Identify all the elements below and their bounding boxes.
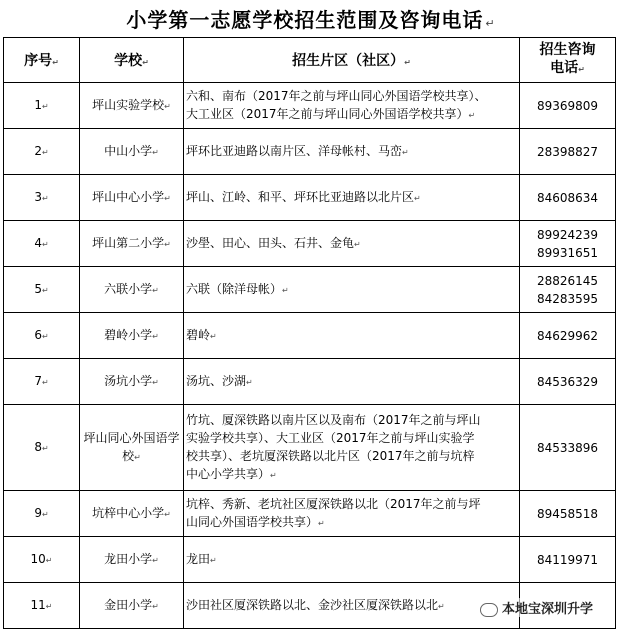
table-row (4, 359, 616, 405)
row-phone: 84629962 (520, 313, 616, 359)
table-row (4, 221, 616, 267)
row-area: 坪山、江岭、和平、坪环比亚迪路以北片区↵ (184, 175, 520, 221)
table-row (4, 491, 616, 537)
row-phone: 89458518 (520, 491, 616, 537)
table-row (4, 405, 616, 491)
row-school: 坪山第二小学↵ (80, 221, 184, 267)
row-school: 中山小学↵ (80, 129, 184, 175)
table-row (4, 537, 616, 583)
row-index: 2↵ (4, 129, 80, 175)
title-text: 小学第一志愿学校招生范围及咨询电话 (126, 8, 484, 32)
row-school: 坪山中心小学↵ (80, 175, 184, 221)
row-index: 6↵ (4, 313, 80, 359)
table-row (4, 267, 616, 313)
table-row (4, 313, 616, 359)
table-header-row (4, 38, 616, 83)
row-area: 沙壆、田心、田头、石井、金龟↵ (184, 221, 520, 267)
row-index: 1↵ (4, 83, 80, 129)
return-mark: ↵ (485, 17, 496, 30)
row-area: 沙田社区厦深铁路以北、金沙社区厦深铁路以北↵ (184, 583, 520, 629)
row-school: 六联小学↵ (80, 267, 184, 313)
table-row (4, 129, 616, 175)
header-area: 招生片区（社区）↵ (184, 38, 520, 83)
row-phone: 84608634 (520, 175, 616, 221)
row-index: 7↵ (4, 359, 80, 405)
row-school: 龙田小学↵ (80, 537, 184, 583)
header-phone: 招生咨询 电话↵ (520, 38, 616, 83)
enrollment-table (3, 37, 616, 629)
row-school: 坪山实验学校↵ (80, 83, 184, 129)
row-index: 10↵ (4, 537, 80, 583)
row-index: 4↵ (4, 221, 80, 267)
row-school: 汤坑小学↵ (80, 359, 184, 405)
header-index: 序号↵ (4, 38, 80, 83)
row-area: 六和、南布（2017年之前与坪山同心外国语学校共享）、 大工业区（2017年之前与坪山同心外国语学校共享）↵ (184, 83, 520, 129)
row-index: 5↵ (4, 267, 80, 313)
header-school: 学校↵ (80, 38, 184, 83)
row-index: 9↵ (4, 491, 80, 537)
row-index: 8↵ (4, 405, 80, 491)
row-phone: 28398827 (520, 129, 616, 175)
row-area: 竹坑、厦深铁路以南片区以及南布（2017年之前与坪山 实验学校共享）、大工业区（2017年之前与坪山实验学 校共享）、老坑厦深铁路以北片区（2017年之前与坑梓 中心小学共享）↵ (184, 405, 520, 491)
row-index: 11↵ (4, 583, 80, 629)
row-phone: 28826145 84283595 (520, 267, 616, 313)
wechat-icon (480, 603, 498, 617)
row-area: 龙田↵ (184, 537, 520, 583)
page-title (0, 4, 622, 33)
row-phone: 89924239 89931651 (520, 221, 616, 267)
row-school: 坪山同心外国语学校↵ (80, 405, 184, 491)
row-phone: 84536329 (520, 359, 616, 405)
row-phone: 84533896 (520, 405, 616, 491)
table-row (4, 175, 616, 221)
row-area: 坪环比亚迪路以南片区、洋母帐村、马峦↵ (184, 129, 520, 175)
row-school: 碧岭小学↵ (80, 313, 184, 359)
watermark (480, 598, 593, 617)
row-area: 碧岭↵ (184, 313, 520, 359)
table-row (4, 83, 616, 129)
row-index: 3↵ (4, 175, 80, 221)
row-phone: 89369809 (520, 83, 616, 129)
row-school: 坑梓中心小学↵ (80, 491, 184, 537)
row-area: 坑梓、秀新、老坑社区厦深铁路以北（2017年之前与坪 山同心外国语学校共享）↵ (184, 491, 520, 537)
row-school: 金田小学↵ (80, 583, 184, 629)
row-area: 汤坑、沙湖↵ (184, 359, 520, 405)
row-area: 六联（除洋母帐）↵ (184, 267, 520, 313)
row-phone: 84119971 (520, 537, 616, 583)
watermark-text: 本地宝深圳升学 (502, 602, 594, 617)
